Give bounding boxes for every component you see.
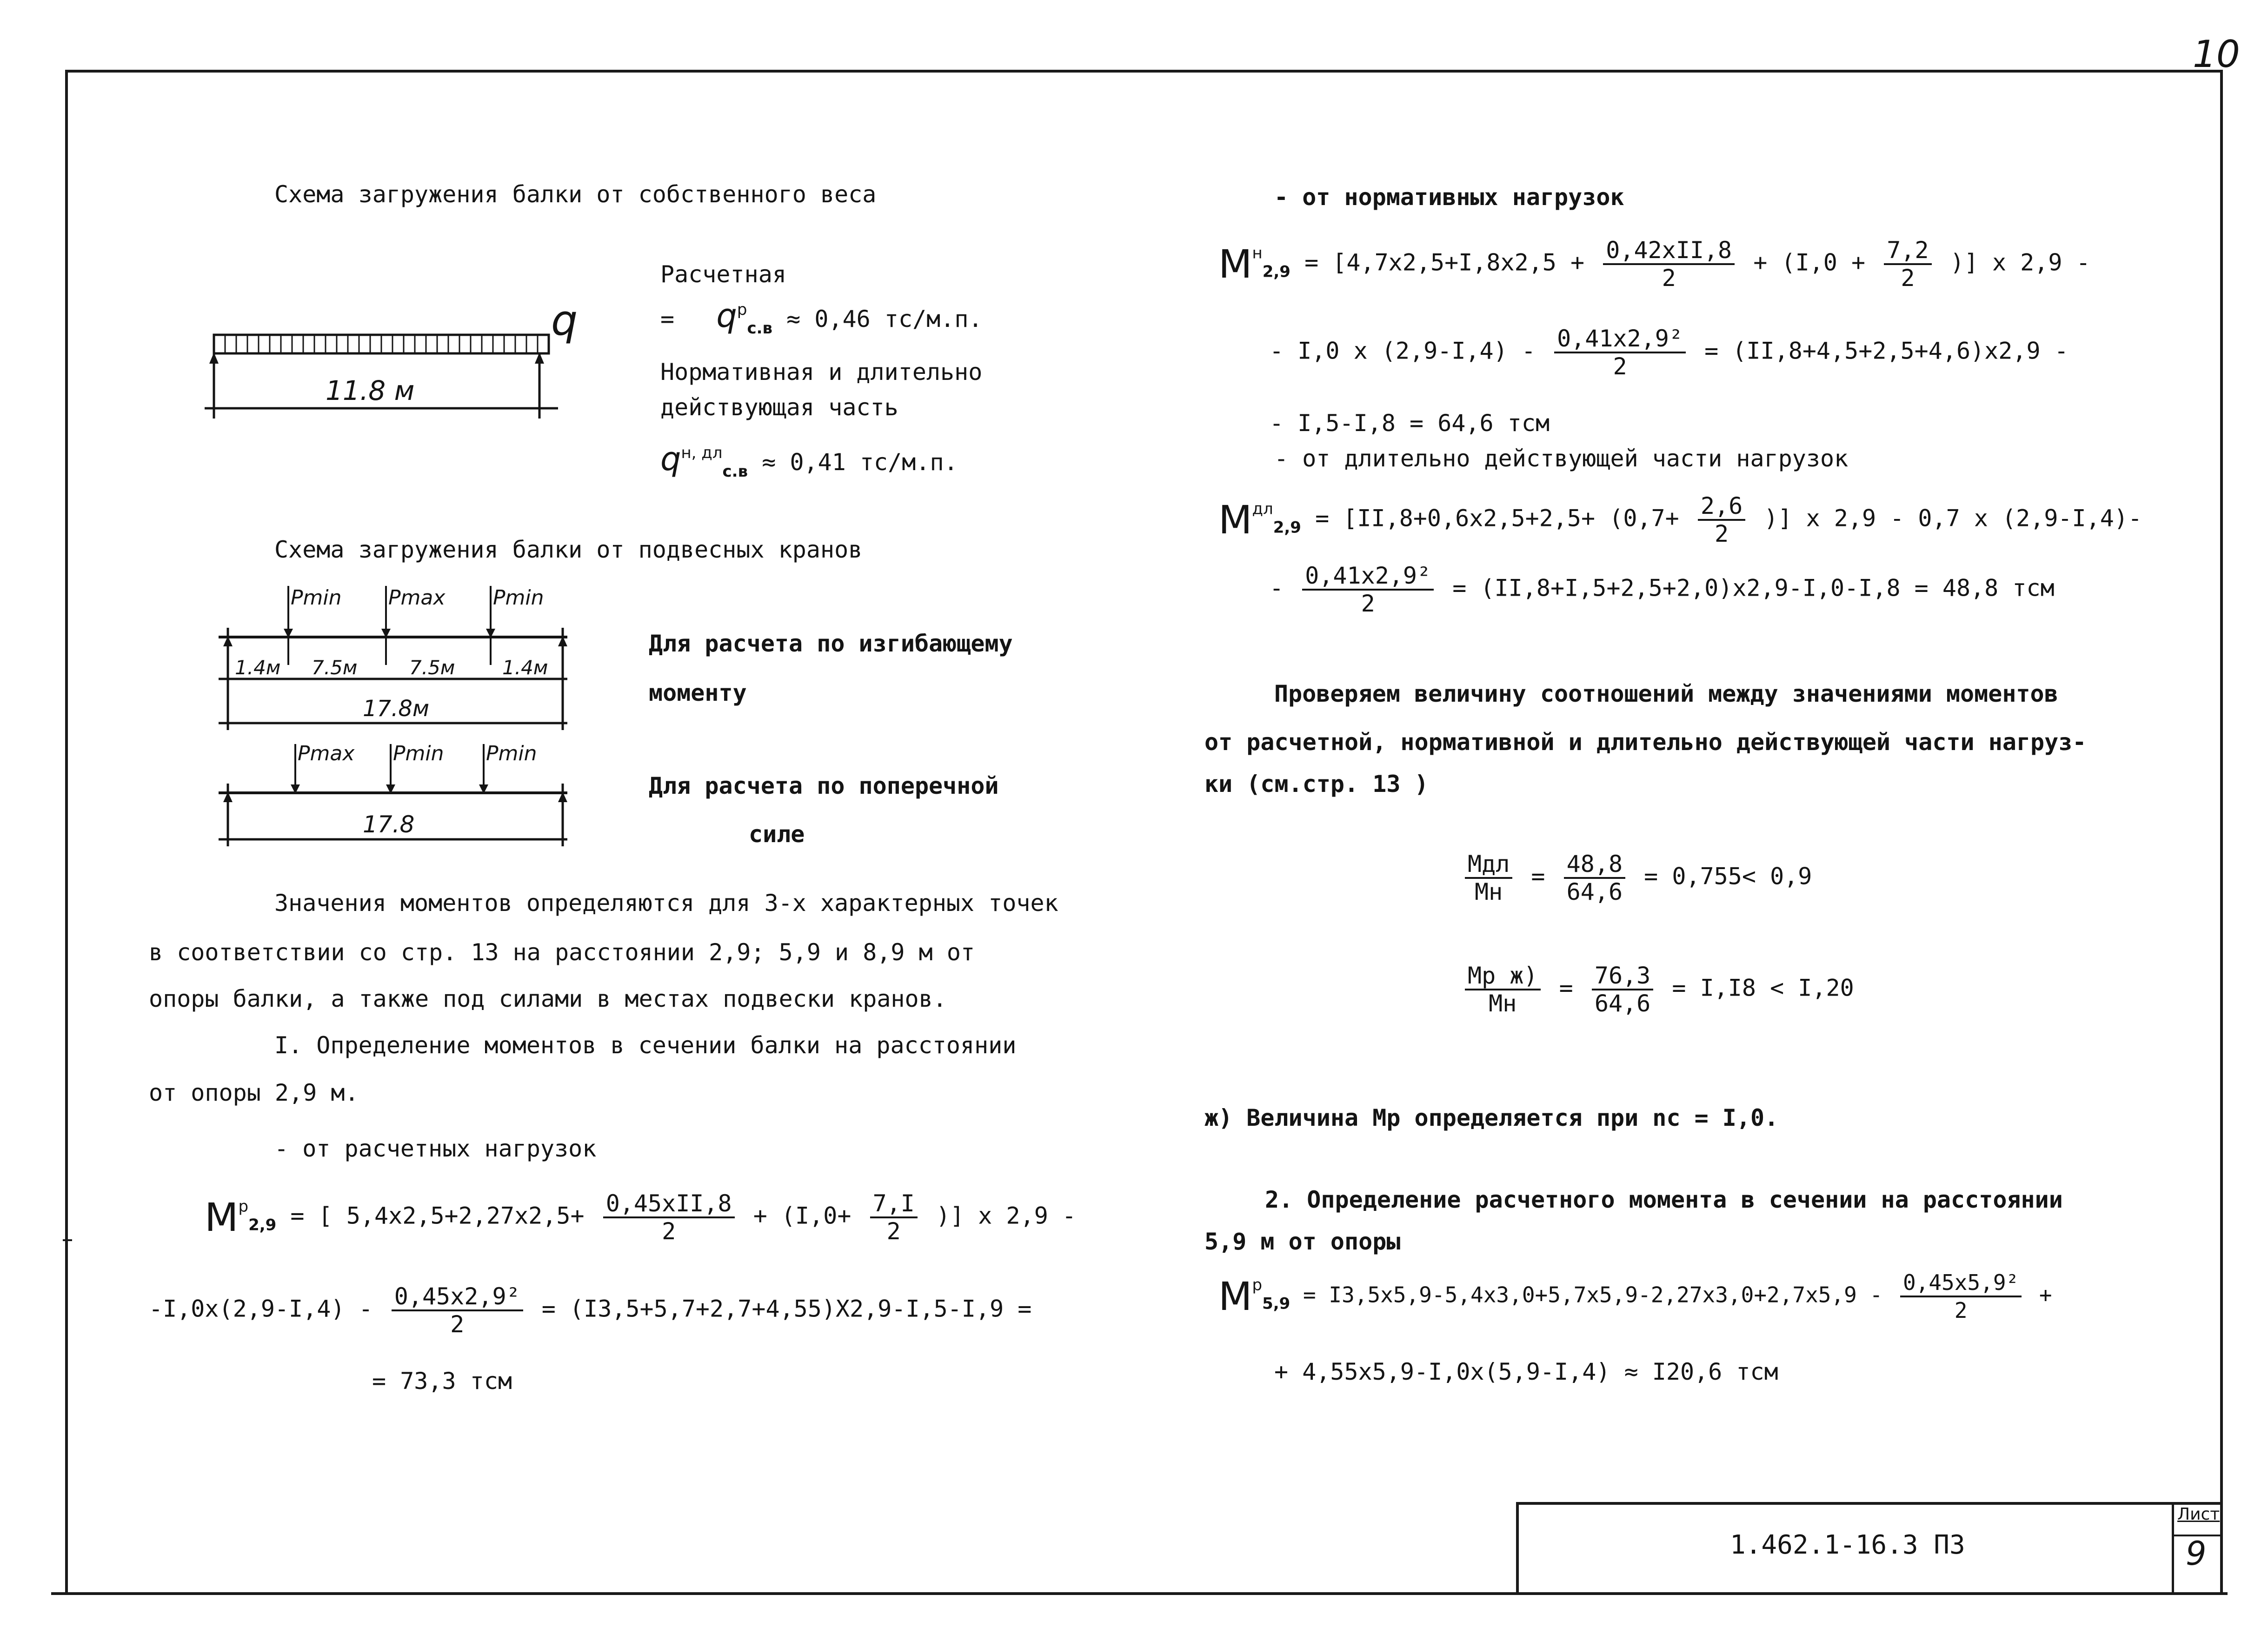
f3-frac2-num: 0,41x2,9² (1302, 563, 1434, 591)
f1-line2-a: -I,0x(2,9-I,4) - (149, 1295, 373, 1322)
formula-m-norm-2-9-line3: - I,5-I,8 = 64,6 тсм (1270, 410, 1550, 437)
f3-frac-1 (1698, 493, 1745, 547)
formula-m-calc-5-9 (1218, 1269, 2052, 1323)
formula-m-long-2-9 (1218, 493, 2142, 547)
crane-m-seg-1: 1.4м (235, 656, 281, 679)
heading-self-weight: Схема загружения балки от собственного веса (274, 181, 877, 208)
f4-m: M (1218, 1274, 1252, 1319)
titleblock-left (1516, 1502, 1519, 1595)
frame-left-tick (63, 1239, 72, 1241)
ratio2-num: Mр ж) (1465, 963, 1541, 990)
ratio-calc-norm: $\frac{\text{Mр ж)}}{Mн}$ = $\frac{76,3}{64,6}$ = I,I8 < I,20 (1460, 963, 1854, 1017)
ratio1-value-frac (1564, 851, 1625, 905)
f3-frac2-den: 2 (1361, 590, 1375, 617)
crane-m-total: 17.8м (363, 696, 430, 722)
crane-shear-diagram (205, 735, 605, 856)
f1-frac-2 (870, 1190, 918, 1244)
formula-m-norm-2-9-line2 (1270, 326, 2068, 379)
sheet-number: 9 (2186, 1535, 2207, 1573)
f2-frac-3 (1554, 326, 1686, 379)
crane-m-load-3: Pmin (493, 586, 544, 610)
f1-frac3-den: 2 (450, 1311, 465, 1338)
calc-q-sup: р (737, 300, 747, 319)
f3-part-a: = [II,8+0,6x2,5+2,5+ (0,7+ (1315, 505, 1679, 532)
ratio1-frac-num: 48,8 (1564, 851, 1625, 879)
doc-code: 1.462.1-16.3 ПЗ (1730, 1530, 1965, 1560)
f1-line2-b: = (I3,5+5,7+2,7+4,55)X2,9-I,5-I,9 = (541, 1295, 1032, 1322)
ratio1-symbol-frac (1465, 851, 1512, 905)
f2-frac1-num: 0,42xII,8 (1603, 237, 1735, 265)
norm-q-symbol: q (660, 440, 681, 478)
ratio2-result: = I,I8 < I,20 (1672, 974, 1854, 1002)
f3-sub: 2,9 (1273, 518, 1301, 537)
crane-s-load-1: Pmax (298, 742, 355, 765)
ratio2-frac-num: 76,3 (1592, 963, 1653, 990)
f4-sup: р (1252, 1276, 1263, 1295)
f1-frac1-num: 0,45xII,8 (603, 1190, 735, 1218)
calc-loads-label: - от расчетных нагрузок (274, 1135, 597, 1162)
para-2: в соответствии со стр. 13 на расстоянии 2,9; 5,9 и 8,9 м от (149, 939, 975, 966)
para-3: опоры балки, а также под силами в местах подвески кранов. (149, 985, 947, 1012)
formula-m-calc-2-9-result: = 73,3 тсм (372, 1368, 512, 1395)
f3-frac-2 (1302, 563, 1434, 617)
f1-m: M (205, 1195, 239, 1240)
crane-shear-caption-2: силе (749, 821, 805, 848)
long-loads-label: - от длительно действующей части нагрузок (1274, 445, 1849, 472)
crane-moment-diagram (205, 577, 605, 744)
titleblock-divider (2172, 1502, 2174, 1595)
f2-frac1-den: 2 (1662, 265, 1676, 292)
ratio2-value-frac (1592, 963, 1653, 1017)
heading-cranes: Схема загружения балки от подвесных кранов (274, 536, 863, 563)
f1-frac3-num: 0,45x2,9² (392, 1283, 523, 1311)
f4-frac (1900, 1269, 2022, 1323)
para-1: Значения моментов определяются для 3-х характерных точек (274, 890, 1058, 917)
crane-m-seg-3: 7.5м (409, 656, 455, 679)
norm-q-sub: с.в (722, 462, 748, 481)
section-1-title-1: I. Определение моментов в сечении балки на расстоянии (274, 1032, 1017, 1059)
calc-label: Расчетная (660, 261, 786, 288)
calc-q-prefix: = (660, 306, 675, 332)
f4-frac-den: 2 (1954, 1298, 1968, 1323)
calc-q-value: ≈ 0,46 тс/м.п. (786, 306, 983, 332)
f2-frac2-den: 2 (1901, 265, 1915, 292)
corner-page-number: 10 (2193, 33, 2240, 76)
beam1-load-label: q (551, 307, 578, 345)
crane-s-load-3: Pmin (486, 742, 537, 765)
frame-top (65, 70, 2223, 73)
sheet-label: Лист (2177, 1505, 2220, 1524)
f1-sup: р (238, 1197, 249, 1216)
norm-q-value: ≈ 0,41 тс/м.п. (762, 449, 958, 476)
f3-line2-a: - (1270, 574, 1284, 602)
f1-part-a: = [ 5,4x2,5+2,27x2,5+ (290, 1202, 585, 1229)
section-2-title-1: 2. Определение расчетного момента в сечении на расстоянии (1265, 1186, 2063, 1213)
f2-frac-1 (1603, 237, 1735, 291)
norm-q-sup: н, дл (681, 444, 723, 462)
check-para-3: ки (см.стр. 13 ) (1204, 771, 1429, 797)
f3-sup: дл (1252, 499, 1273, 518)
beam-self-weight-diagram (205, 307, 623, 442)
norm-label-1: Нормативная и длительно (660, 359, 983, 385)
ratio-long-norm: $\frac{\text{Mдл}}{Mн}$ = $\frac{48,8}{64,6}$ = 0,755< 0,9 (1460, 851, 1812, 905)
f1-frac-3 (392, 1283, 523, 1337)
f3-m: M (1218, 497, 1252, 543)
f3-frac1-num: 2,6 (1698, 493, 1745, 521)
ratio1-result: = 0,755< 0,9 (1644, 863, 1812, 890)
crane-moment-caption-1: Для расчета по изгибающему (649, 630, 1013, 657)
f2-part-c: )] x 2,9 - (1950, 249, 2090, 276)
formula-m-norm-2-9 (1218, 237, 2090, 291)
f2-frac3-num: 0,41x2,9² (1554, 326, 1686, 353)
f3-line2-b: = (II,8+I,5+2,5+2,0)x2,9-I,0-I,8 = 48,8 тсм (1452, 574, 2055, 602)
f1-part-c: )] x 2,9 - (936, 1202, 1077, 1229)
crane-m-seg-4: 1.4м (502, 656, 548, 679)
beam1-span-label: 11.8 м (326, 375, 415, 406)
f2-frac-2 (1884, 237, 1931, 291)
formula-m-long-2-9-line2 (1270, 563, 2055, 617)
f1-frac2-num: 7,I (870, 1190, 918, 1218)
f2-frac2-num: 7,2 (1884, 237, 1931, 265)
f2-part-a: = [4,7x2,5+I,8x2,5 + (1304, 249, 1585, 276)
ratio2-frac-den: 64,6 (1594, 990, 1651, 1017)
crane-s-total: 17.8 (363, 811, 415, 838)
formula-m-calc-2-9-line2 (149, 1283, 1031, 1337)
ratio2-symbol-frac (1465, 963, 1541, 1017)
f1-frac1-den: 2 (662, 1218, 676, 1245)
calc-q-symbol: q (716, 297, 737, 335)
f1-sub: 2,9 (248, 1216, 277, 1235)
section-2-title-2: 5,9 м от опоры (1204, 1228, 1401, 1255)
f2-part-b: + (I,0 + (1753, 249, 1866, 276)
formula-m-calc-2-9 (205, 1190, 1076, 1244)
check-para-1: Проверяем величину соотношений между значениями моментов (1274, 680, 2058, 707)
f2-sub: 2,9 (1262, 262, 1290, 281)
f4-part-b: + (2039, 1282, 2052, 1308)
f4-frac-num: 0,45x5,9² (1900, 1269, 2022, 1297)
norm-q-line (660, 439, 958, 485)
crane-m-load-2: Pmax (388, 586, 446, 610)
f4-part-a: = I3,5x5,9-5,4x3,0+5,7x5,9-2,27x3,0+2,7x5,9 - (1303, 1282, 1883, 1308)
f4-sub: 5,9 (1262, 1294, 1290, 1313)
ratio1-den: Mн (1475, 878, 1503, 905)
crane-shear-caption-1: Для расчета по поперечной (649, 772, 999, 799)
norm-label-2: действующая часть (660, 394, 898, 421)
crane-m-seg-2: 7.5м (312, 656, 358, 679)
f2-m: M (1218, 241, 1252, 287)
crane-moment-caption-2: моменту (649, 679, 747, 706)
section-1-title-2: от опоры 2,9 м. (149, 1079, 359, 1106)
f3-part-b: )] x 2,9 - 0,7 x (2,9-I,4)- (1764, 505, 2142, 532)
f2-line2-b: = (II,8+4,5+2,5+4,6)x2,9 - (1704, 337, 2068, 365)
f1-part-b: + (I,0+ (753, 1202, 851, 1229)
calc-q-sub: с.в (747, 319, 773, 338)
calc-q-line (660, 296, 983, 342)
titleblock-top (1516, 1502, 2223, 1505)
check-para-2: от расчетной, нормативной и длительно действующей части нагруз- (1204, 729, 2087, 756)
f1-frac-1 (603, 1190, 735, 1244)
f1-frac2-den: 2 (886, 1218, 901, 1245)
ratio1-frac-den: 64,6 (1566, 878, 1623, 905)
frame-left (65, 70, 68, 1595)
frame-right (2220, 70, 2223, 1595)
f2-frac3-den: 2 (1613, 353, 1627, 380)
frame-bottom (51, 1592, 2228, 1595)
f3-frac1-den: 2 (1714, 520, 1729, 547)
crane-m-load-1: Pmin (291, 586, 342, 610)
f2-line2-a: - I,0 x (2,9-I,4) - (1270, 337, 1536, 365)
formula-m-calc-5-9-line2: + 4,55x5,9-I,0x(5,9-I,4) ≈ I20,6 тсм (1274, 1358, 1778, 1385)
f2-sup: н (1252, 244, 1263, 263)
norm-loads-label: - от нормативных нагрузок (1274, 184, 1624, 211)
ratio2-den: Mн (1489, 990, 1517, 1017)
footnote: ж) Величина Mр определяется при nс = I,0. (1204, 1104, 1779, 1131)
ratio1-num: Mдл (1465, 851, 1512, 879)
crane-s-load-2: Pmin (393, 742, 444, 765)
